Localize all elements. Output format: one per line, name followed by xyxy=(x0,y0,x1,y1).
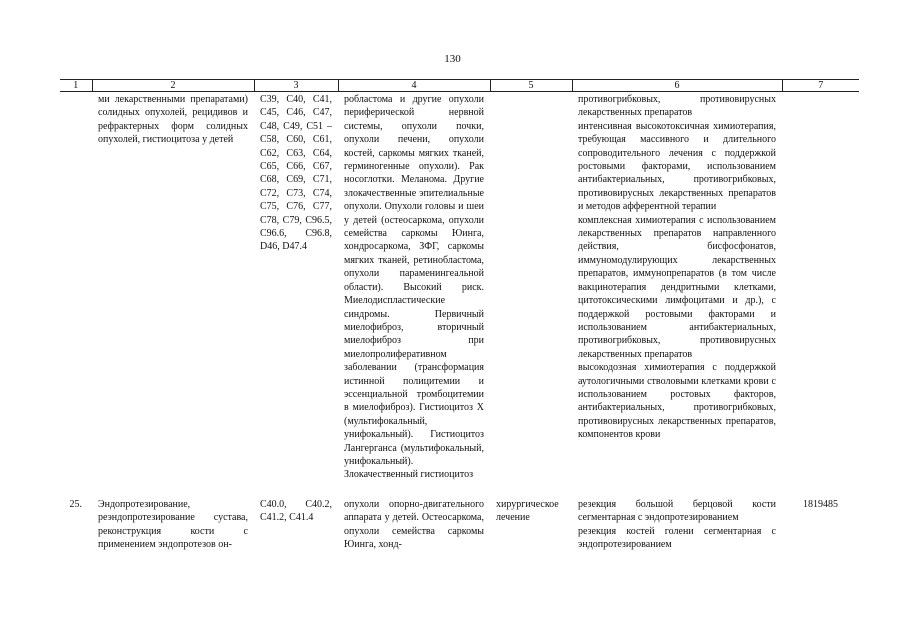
column-header-7: 7 xyxy=(782,80,859,92)
diagnosis-cell: робластома и другие опухоли периферической нервной системы, опухоли почки, опухоли печени, опухоли костей, саркомы мягких тканей, герминогенные опухоли). Рак носоглотки. Меланома. Другие злокачественные эпителиальные опухоли. Опухоли головы и шеи у детей (остеосаркома, опухоли семейства саркомы Юинга, хондросаркома, ЗФГ, саркомы мягких тканей, ретинобластома, опухоли параменингеальной области). Высокий риск. Миелодиспластические синдромы. Первичный миелофиброз, вторичный миелофиброз при миелопролиферативном заболевании (трансформация истинной полицитемии и эссенциальной тромбоцитемии в миелофиброз). Гистиоцитоз Х (мультифокальный, унифокальный). Гистиоцитоз Лангерганса (мультифокальный, унифокальный). Злокачественный гистиоцитоз xyxy=(344,94,484,481)
treatment-method-item: резекция костей голени сегментарная с эндопротезированием xyxy=(578,525,776,550)
cost-cell xyxy=(782,92,859,482)
treatment-method-item: интенсивная высокотоксичная химиотерапия, требующая массивного и длительного сопроводительного лечения с поддержкой ростовыми факторами, использованием антибактериальных, противогрибковых, противовирусных лекарственных препаратов и методов афферентной терапии xyxy=(578,120,776,213)
diagnosis-cell: опухоли опорно-двигательного аппарата у детей. Остеосаркома, опухоли семейства саркомы Юинга, хонд- xyxy=(344,498,484,550)
row-number: 25. xyxy=(69,498,82,510)
treatment-method-item: комплексная химиотерапия с использованием лекарственных препаратов направленного действия, бисфосфонатов, иммуномодулирующих лекарственных препаратов, иммунопрепаратов (в том числе вакцинотерапия дендритными клетками, цитотоксическими лимфоцитами и др.), с поддержкой ростовыми факторами и использованием антибактериальных, противогрибковых, противовирусных лекарственных препаратов xyxy=(578,214,776,360)
icd-codes-cell: C39, C40, C41, C45, C46, C47, C48, C49, C51 – C58, C60, C61, C62, C63, C64, C65, C66, C67, C68, C69, C71, C72, C73, C74, C75, C76, C77, C78, C79, C96.5, C96.6, C96.8, D46, D47.4 xyxy=(260,94,332,253)
treatment-method-item: высокодозная химиотерапия с поддержкой аутологичными стволовыми клетками крови с использованием ростовых факторов, антибактериальных, противогрибковых, противовирусных лекарственных препаратов, компонентов крови xyxy=(578,362,776,441)
treatment-method-item: резекция большой берцовой кости сегментарная с эндопротезированием xyxy=(578,498,776,524)
column-header-3: 3 xyxy=(254,80,338,92)
column-header-5: 5 xyxy=(490,80,572,92)
services-table xyxy=(60,79,859,551)
page-number: 130 xyxy=(444,53,461,65)
treatment-method-cell xyxy=(572,92,782,482)
treatment-method-item: противогрибковых, противовирусных лекарственных препаратов xyxy=(578,94,776,119)
table-row xyxy=(60,482,859,552)
column-header-2: 2 xyxy=(92,80,254,92)
icd-codes-cell: C40.0, C40.2, C41.2, C41.4 xyxy=(260,498,332,524)
row-number xyxy=(60,92,92,482)
column-header-4: 4 xyxy=(338,80,490,92)
treatment-type-cell xyxy=(490,92,572,482)
table-row xyxy=(60,92,859,482)
column-header-1: 1 xyxy=(60,80,92,92)
cost-cell: 1819485 xyxy=(803,498,838,510)
column-number-row xyxy=(60,80,859,92)
care-type-cell: Эндопротезирование, реэндопротезирование сустава, реконструкция кости с применением эндопротезов он- xyxy=(98,498,248,550)
treatment-type-cell: хирургическое лечение xyxy=(496,498,559,524)
column-header-6: 6 xyxy=(572,80,782,92)
treatment-method-cell xyxy=(572,482,782,552)
care-type-cell: ми лекарственными препаратами) солидных опухолей, рецидивов и рефрактерных форм солидных опухолей, гистиоцитоза у детей xyxy=(98,94,248,146)
